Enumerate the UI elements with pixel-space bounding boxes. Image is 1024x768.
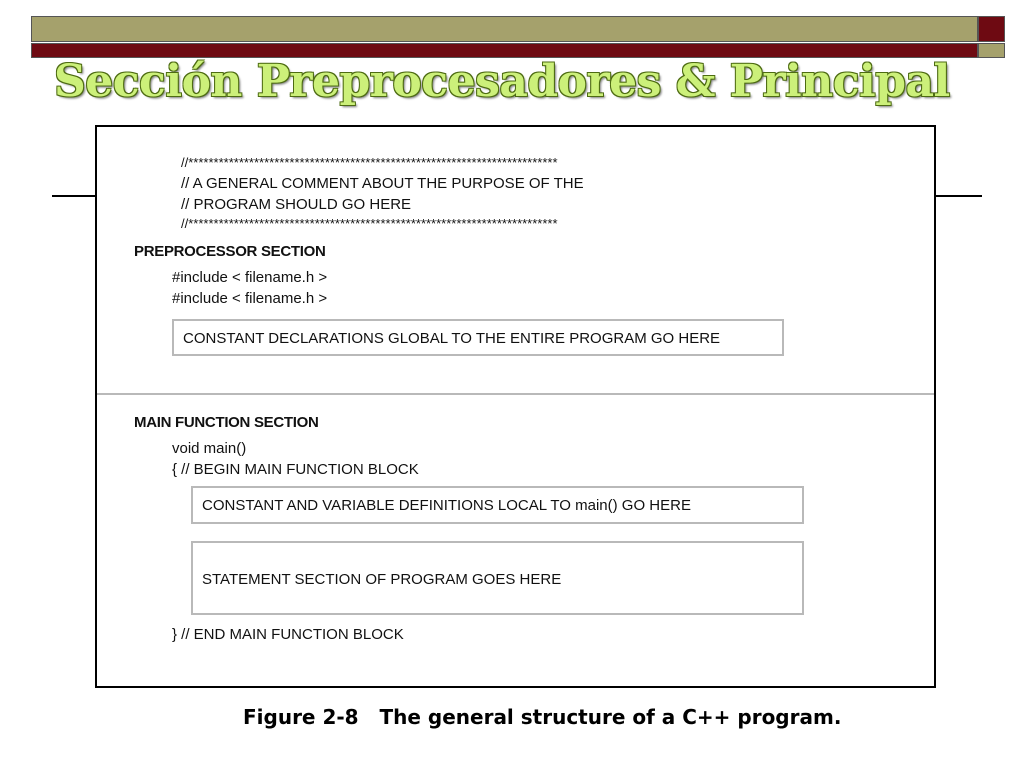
statement-section-text: STATEMENT SECTION OF PROGRAM GOES HERE [202,571,562,588]
comment-line-1: //************************************************************************* [181,155,558,170]
header-square-olive [978,43,1005,58]
title-rule-left [52,195,96,197]
program-structure-figure [95,125,936,688]
global-constants-text: CONSTANT DECLARATIONS GLOBAL TO THE ENTIRE PROGRAM GO HERE [183,330,721,347]
main-signature: void main() [172,440,247,457]
figure-caption: Figure 2-8 The general structure of a C++ program. [243,705,842,729]
global-constants-box [172,319,784,356]
include-line-1: #include < filename.h > [172,269,328,286]
local-definitions-box [191,486,804,524]
title-rule-right [936,195,982,197]
comment-line-3: // PROGRAM SHOULD GO HERE [181,196,412,213]
main-function-section-heading: MAIN FUNCTION SECTION [134,414,319,431]
comment-line-4: //************************************************************************* [181,216,558,231]
slide-title: Sección Preprocesadores & Principal [54,56,950,107]
header-square-maroon [978,16,1005,42]
include-line-2: #include < filename.h > [172,290,328,307]
header-bar-olive [31,16,978,42]
local-definitions-text: CONSTANT AND VARIABLE DEFINITIONS LOCAL TO main() GO HERE [202,497,691,514]
section-divider [97,393,934,395]
preprocessor-section-heading: PREPROCESSOR SECTION [134,243,326,260]
statement-section-box [191,541,804,615]
comment-line-2: // A GENERAL COMMENT ABOUT THE PURPOSE OF THE [181,175,584,192]
begin-block-line: { // BEGIN MAIN FUNCTION BLOCK [172,461,419,478]
end-block-line: } // END MAIN FUNCTION BLOCK [172,626,404,643]
